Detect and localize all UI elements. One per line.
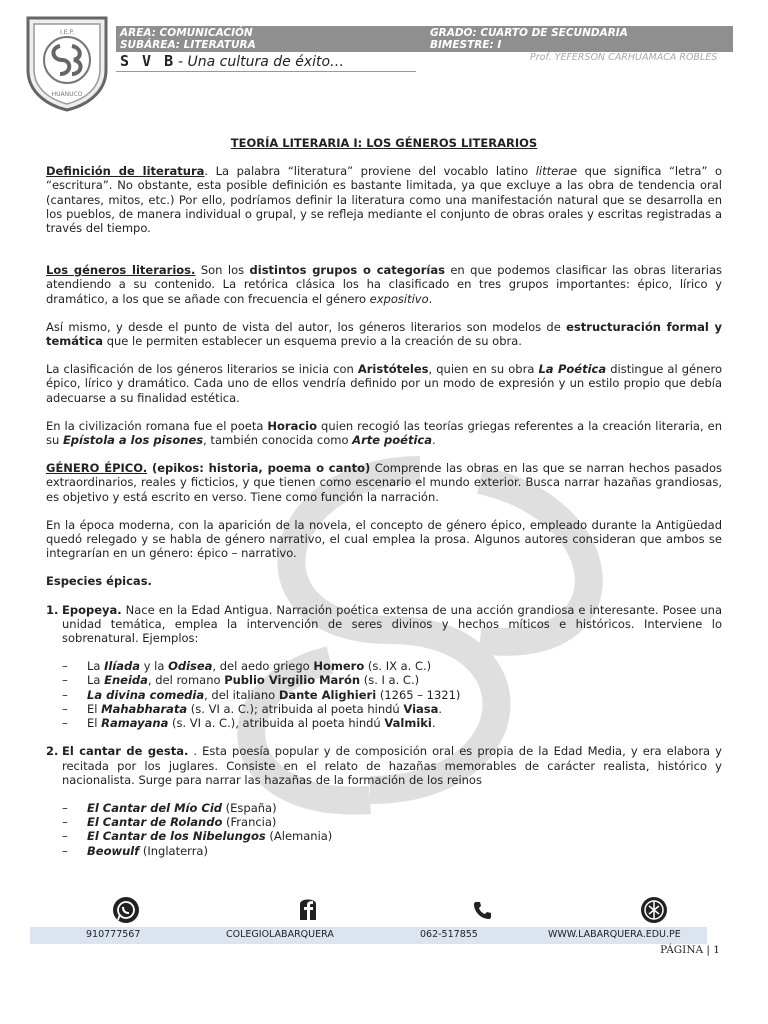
especies-heading: Especies épicas. (46, 574, 152, 589)
footer-icons (0, 896, 768, 926)
header-divider (116, 71, 416, 72)
whatsapp-icon (112, 896, 140, 924)
web-icon (640, 896, 668, 924)
facebook-page: COLEGIOLABARQUERA (226, 929, 334, 940)
page-number: PÁGINA | 1 (660, 944, 720, 956)
paragraph-generos: Los géneros literarios. Son los distintos grupos o categorías en que podemos clasificar las obras literarias atendiendo a su contenido. La retórica clásica los ha clasificado en tres grupos importantes: épico, lírico y dramático, a los que se añade con frecuencia el género expositivo. (46, 263, 723, 306)
list-item-cantar-gesta: 2. El cantar de gesta. . Esta poesía popular y de composición oral es propia de la Edad Media, y era elabora y recitada por los juglares. Consiste en el relato de hazañas memorables de carácter realista, histórico y nacionalista. Surge para narrar las hazañas de la formación de los reinos (46, 744, 722, 787)
list-item-epopeya: 1. Epopeya. Nace en la Edad Antigua. Narración poética extensa de una acción grandiosa e interesante. Posee una unidad temática, emplea la intervención de seres divinos y hechos míticos e históricos. Interviene lo sobrenatural. Ejemplos: (46, 602, 722, 646)
phone-number: 062-517855 (420, 929, 478, 940)
grado-label: GRADO: CUARTO DE SECUNDARIA (430, 27, 628, 39)
list-item: – El Cantar de Rolando (Francia) (46, 815, 722, 829)
footer-bar (30, 927, 707, 944)
svg-text:I.E.P.: I.E.P. (60, 29, 74, 36)
paragraph-epico: GÉNERO ÉPICO. (epikos: historia, poema o canto) Comprende las obras en las que se narran hechos pasados extraordinarios, reales y ficticios, y que tienen como escenario el mundo exterior. Busca narrar hazañas grandiosas, es objetivo y está escrito en verso. Tiene como función la narración. (46, 461, 722, 504)
bimestre-label: BIMESTRE: I (430, 39, 502, 51)
website-link[interactable]: WWW.LABARQUERA.EDU.PE (548, 929, 681, 940)
list-item: – La Eneida, del romano Publio Virgilio Marón (s. I a. C.) (46, 673, 722, 687)
slogan: - Una cultura de éxito… (178, 54, 345, 70)
whatsapp-number: 910777567 (86, 929, 141, 940)
list-item: – Beowulf (Inglaterra) (46, 844, 722, 858)
list-item: – El Mahabharata (s. VI a. C.); atribuida al poeta hindú Viasa. (46, 702, 722, 716)
phone-icon (472, 900, 492, 920)
paragraph-definicion: Definición de literatura. La palabra “literatura” proviene del vocablo latino litterae que significa “letra” o “escritura”. No obstante, esta posible definición es bastante limitada, ya que excluye a las obra de tendencia oral (cantares, mitos, etc.) Por ello, podríamos definir la literatura como una manifestación natural que se desarrolla en los pueblos, de manera individual o grupal, y se refleja mediante el conjunto de obras orales y escritas registradas a través del tiempo. (46, 164, 723, 236)
paragraph-autor: Así mismo, y desde el punto de vista del autor, los géneros literarios son modelos de estructuración formal y temática que le permiten establecer un esquema previo a la creación de su obra. (46, 319, 722, 349)
subarea-label: SUBÁREA: LITERATURA (120, 39, 256, 51)
paragraph-aristoteles: La clasificación de los géneros literarios se inicia con Aristóteles, quien en su obra La Poética distingue al género épico, lírico y dramático. Cada uno de ellos vendría definido por un modo de expresión y un estilo propio que debía adecuarse a su finalidad estética. (46, 362, 722, 405)
list-item: – La Ilíada y la Odisea, del aedo griego Homero (s. IX a. C.) (46, 659, 722, 673)
area-label: AREA: COMUNICACIÓN (120, 27, 253, 39)
document-title: TEORÍA LITERARIA I: LOS GÉNEROS LITERARIOS (230, 136, 538, 150)
school-shield-logo (24, 12, 110, 112)
document-body (46, 136, 722, 858)
page-header (0, 0, 768, 120)
paragraph-horacio: En la civilización romana fue el poeta Horacio quien recogió las teorías griegas referentes a la creación literaria, en su Epístola a los pisones, también conocida como Arte poética. (46, 418, 722, 448)
teacher-name: Prof. YEFERSON CARHUAMACA ROBLES (530, 52, 718, 63)
list-item: – El Cantar del Mío Cid (España) (46, 801, 722, 815)
list-item: – La divina comedia, del italiano Dante Alighieri (1265 – 1321) (46, 688, 722, 702)
list-item: – El Ramayana (s. VI a. C.), atribuida al poeta hindú Valmiki. (46, 716, 722, 730)
paragraph-moderna: En la época moderna, con la aparición de la novela, el concepto de género épico, empleado durante la Antigüedad quedó relegado y se habla de género narrativo, el cual emplea la prosa. Algunos autores consideran que ambos se integrarían en un género: épico – narrativo. (46, 517, 722, 561)
header-bar (116, 26, 733, 52)
list-item: – El Cantar de los Nibelungos (Alemania) (46, 829, 722, 843)
svb-brand: S V B (120, 52, 176, 70)
svg-text:HUANUCO: HUANUCO (51, 91, 83, 98)
facebook-icon (294, 896, 322, 924)
